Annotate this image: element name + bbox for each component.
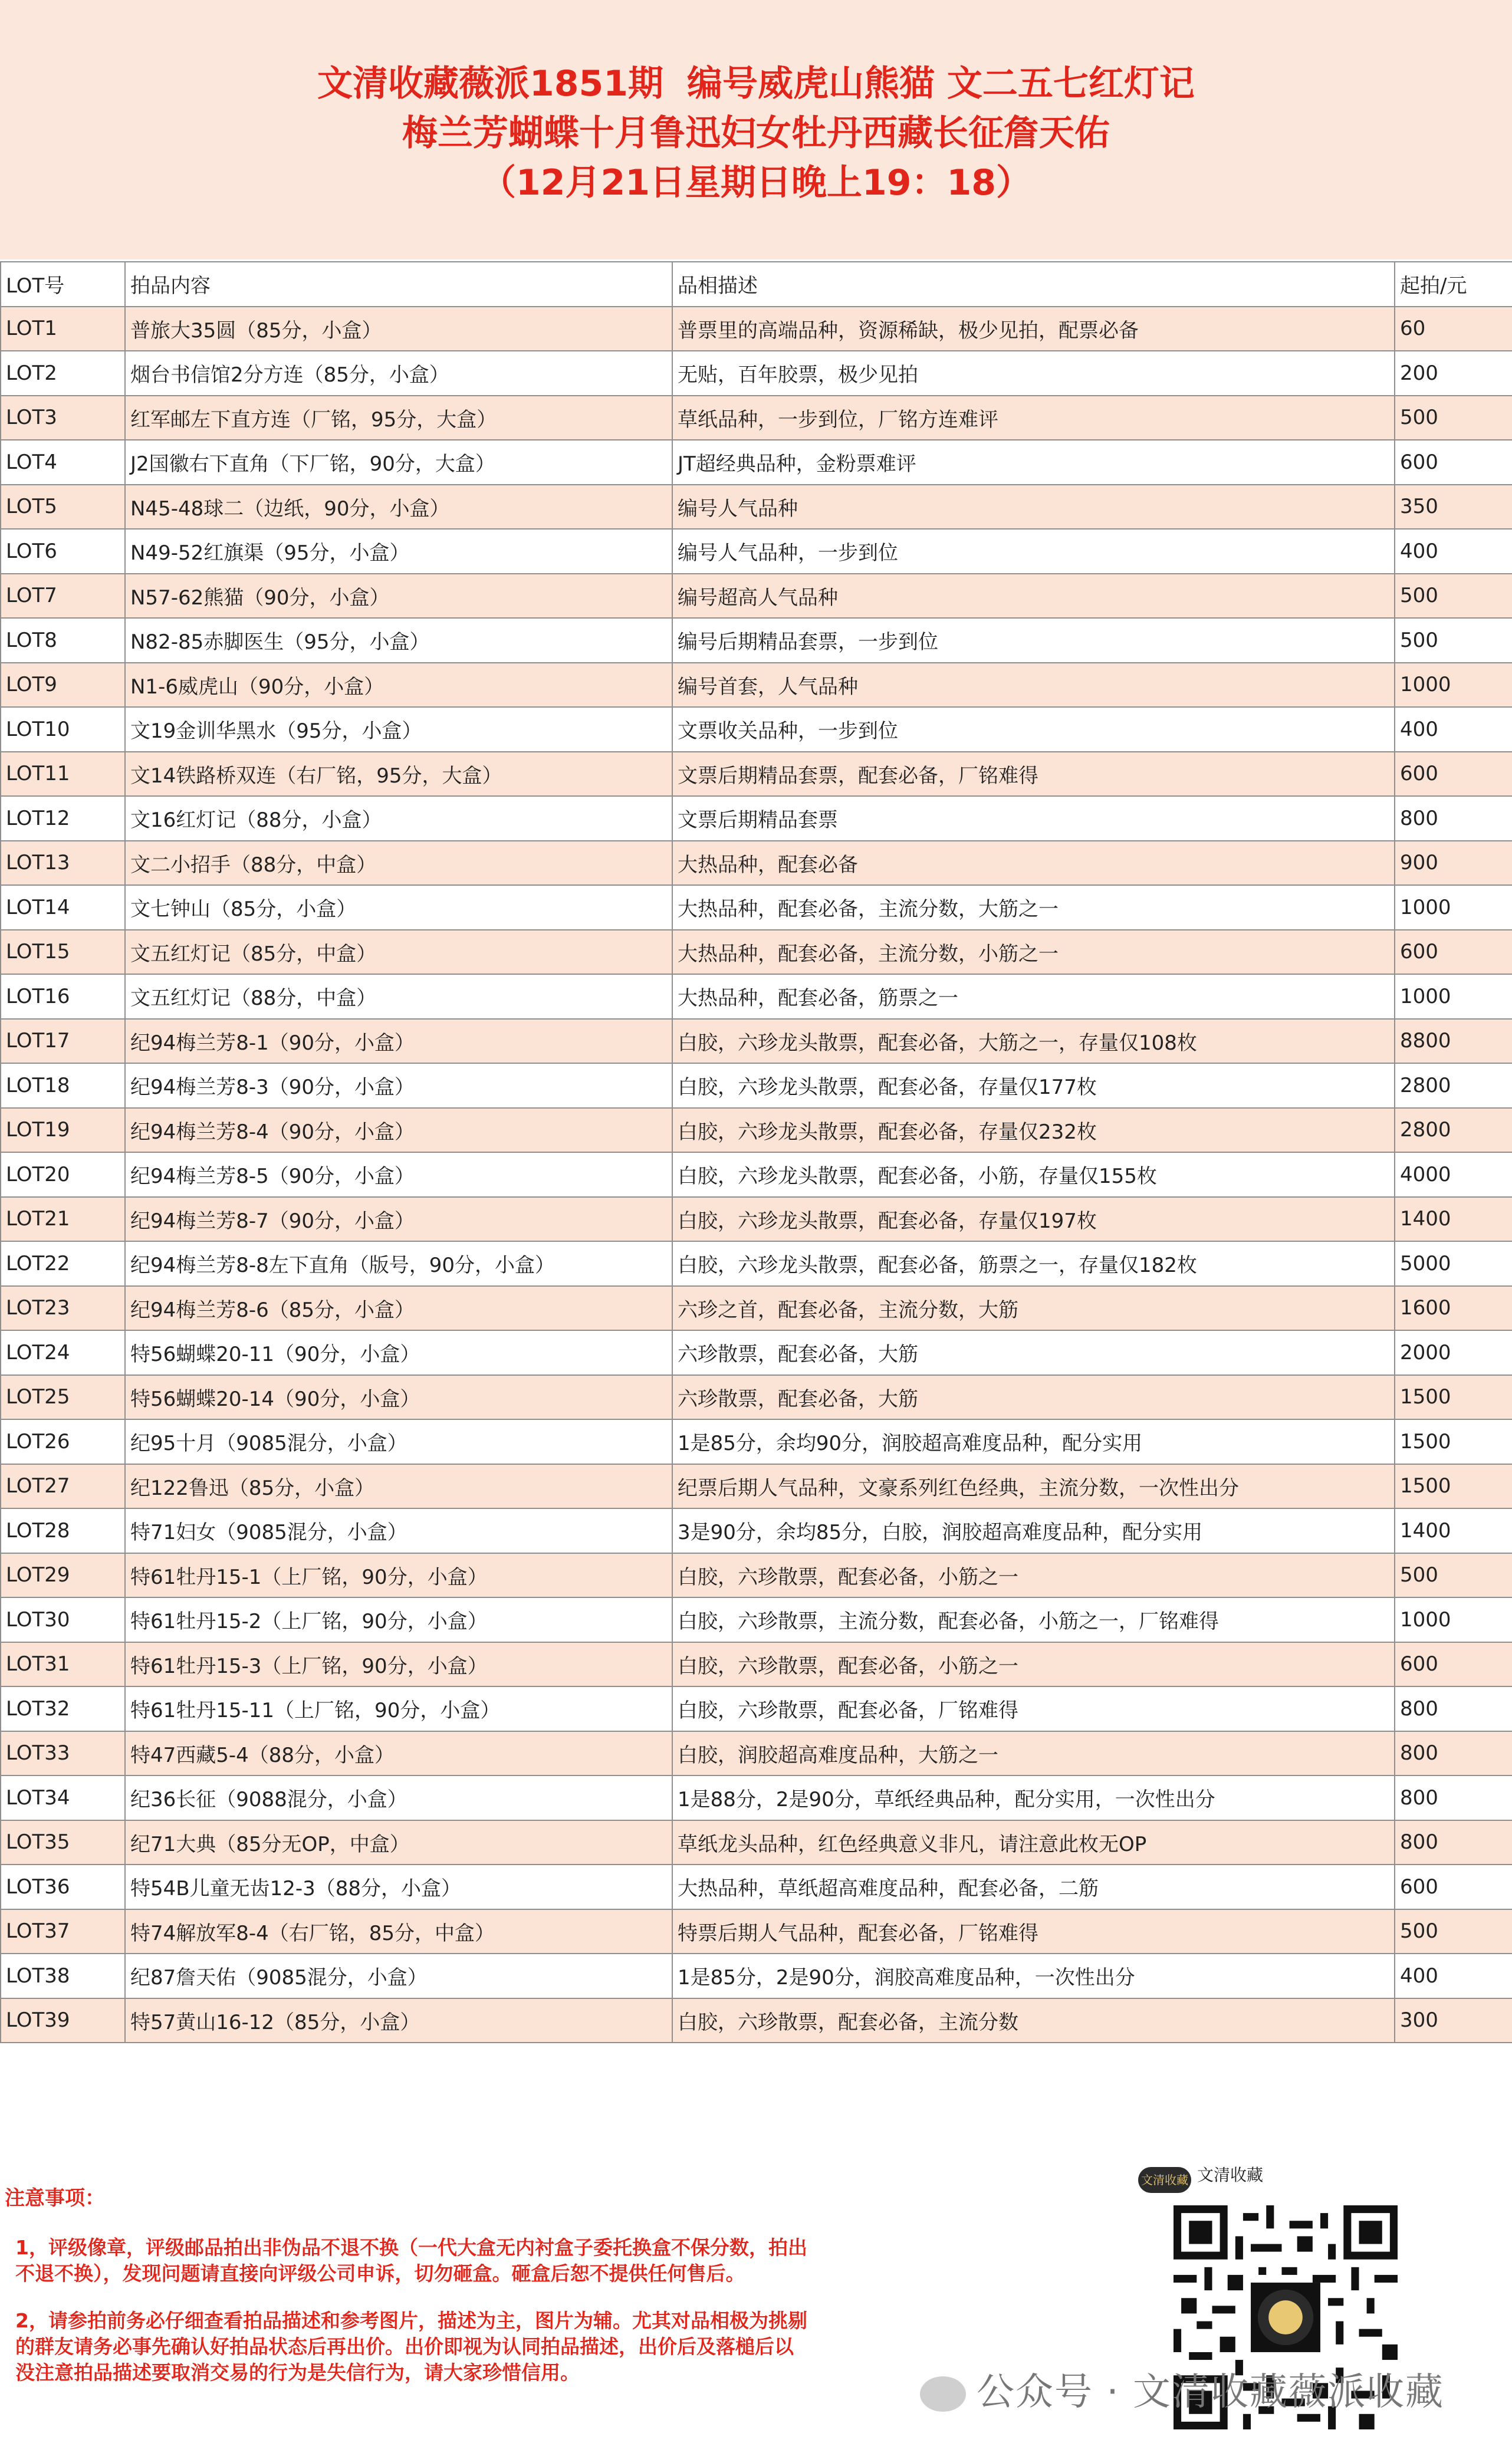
table-row — [1, 1954, 1512, 1998]
lot-number: LOT20 — [1, 1152, 125, 1197]
table-row — [1, 1998, 1512, 2043]
lot-condition: 白胶，六珍散票，配套必备，小筋之一 — [672, 1642, 1395, 1687]
table-row — [1, 796, 1512, 841]
lot-number: LOT14 — [1, 885, 125, 930]
table-row — [1, 974, 1512, 1019]
lot-start-price: 200 — [1395, 351, 1512, 396]
lot-start-price: 1000 — [1395, 1597, 1512, 1642]
table-row — [1, 1152, 1512, 1197]
lot-condition: 草纸品种，一步到位，厂铭方连难评 — [672, 396, 1395, 440]
table-header-row — [1, 262, 1512, 307]
lot-start-price: 400 — [1395, 707, 1512, 752]
lot-content: 纪122鲁迅（85分，小盒） — [125, 1464, 672, 1509]
title-line-2: 梅兰芳蝴蝶十月鲁迅妇女牡丹西藏长征詹天佑 — [402, 113, 1110, 154]
lot-number: LOT13 — [1, 841, 125, 886]
table-row — [1, 663, 1512, 708]
lot-condition: 白胶，六珍龙头散票，配套必备，存量仅197枚 — [672, 1197, 1395, 1242]
qr-brand-name: 文清收藏 — [1197, 2165, 1264, 2185]
lot-condition: 编号首套，人气品种 — [672, 663, 1395, 708]
lot-number: LOT25 — [1, 1375, 125, 1420]
lot-condition: 大热品种，草纸超高难度品种，配套必备，二筋 — [672, 1865, 1395, 1909]
lot-start-price: 300 — [1395, 1998, 1512, 2043]
lot-start-price: 800 — [1395, 1775, 1512, 1820]
lot-condition: 六珍散票，配套必备，大筋 — [672, 1330, 1395, 1375]
lot-condition: 大热品种，配套必备 — [672, 841, 1395, 886]
lot-number: LOT22 — [1, 1241, 125, 1286]
lot-condition: 文票后期精品套票，配套必备，厂铭难得 — [672, 752, 1395, 797]
table-row — [1, 1820, 1512, 1865]
lot-number: LOT16 — [1, 974, 125, 1019]
lot-start-price: 500 — [1395, 396, 1512, 440]
lot-content: 纪94梅兰芳8-6（85分，小盒） — [125, 1286, 672, 1331]
lot-condition: 白胶，六珍散票，配套必备，主流分数 — [672, 1998, 1395, 2043]
lot-content: 特74解放军8-4（右厂铭，85分，中盒） — [125, 1909, 672, 1954]
lot-content: 纪94梅兰芳8-8左下直角（版号，90分，小盒） — [125, 1241, 672, 1286]
lot-content: 纪87詹天佑（9085混分，小盒） — [125, 1954, 672, 1998]
lot-start-price: 600 — [1395, 930, 1512, 975]
note-2-line-2: 的群友请务必事先确认好拍品状态后再出价。出价即视为认同拍品描述，出价后及落槌后以 — [15, 2335, 794, 2358]
lot-start-price: 5000 — [1395, 1241, 1512, 1286]
lot-content: 特61牡丹15-3（上厂铭，90分，小盒） — [125, 1642, 672, 1687]
lot-condition: 纪票后期人气品种，文豪系列红色经典，主流分数，一次性出分 — [672, 1464, 1395, 1509]
lot-start-price: 600 — [1395, 1642, 1512, 1687]
lot-start-price: 900 — [1395, 841, 1512, 886]
lot-condition: 白胶，六珍散票，配套必备，厂铭难得 — [672, 1686, 1395, 1731]
lot-content: 特71妇女（9085混分，小盒） — [125, 1508, 672, 1553]
lot-condition: JT超经典品种，金粉票难评 — [672, 440, 1395, 485]
note-2-line-1: 2，请参拍前务必仔细查看拍品描述和参考图片，描述为主，图片为辅。尤其对品相极为挑剔 — [15, 2309, 807, 2332]
table-row — [1, 440, 1512, 485]
lot-number: LOT4 — [1, 440, 125, 485]
lot-content: 特54B儿童无齿12-3（88分，小盒） — [125, 1865, 672, 1909]
lot-start-price: 2800 — [1395, 1063, 1512, 1108]
lot-condition: 编号人气品种，一步到位 — [672, 529, 1395, 574]
lot-condition: 特票后期人气品种，配套必备，厂铭难得 — [672, 1909, 1395, 1954]
lot-condition: 白胶，六珍龙头散票，配套必备，小筋，存量仅155枚 — [672, 1152, 1395, 1197]
lot-content: 文16红灯记（88分，小盒） — [125, 796, 672, 841]
lot-content: 特61牡丹15-1（上厂铭，90分，小盒） — [125, 1553, 672, 1598]
wechat-watermark — [920, 2362, 1444, 2416]
lot-content: 特61牡丹15-11（上厂铭，90分，小盒） — [125, 1686, 672, 1731]
lot-content: 纪36长征（9088混分，小盒） — [125, 1775, 672, 1820]
note-1-line-2: 不退不换），发现问题请直接向评级公司申诉，切勿砸盒。砸盒后恕不提供任何售后。 — [15, 2262, 745, 2285]
lot-number: LOT28 — [1, 1508, 125, 1553]
lot-start-price: 2800 — [1395, 1108, 1512, 1153]
title-line-3: （12月21日星期日晚上19：18） — [481, 162, 1031, 203]
lot-start-price: 1500 — [1395, 1375, 1512, 1420]
table-row — [1, 1019, 1512, 1064]
table-row — [1, 1241, 1512, 1286]
title-issue: 文清收藏薇派1851期 — [317, 63, 664, 104]
lot-condition: 文票收关品种，一步到位 — [672, 707, 1395, 752]
lot-content: 特47西藏5-4（88分，小盒） — [125, 1731, 672, 1776]
wechat-icon — [920, 2376, 966, 2412]
table-row — [1, 885, 1512, 930]
lot-number: LOT2 — [1, 351, 125, 396]
lot-start-price: 600 — [1395, 1865, 1512, 1909]
lot-condition: 编号后期精品套票，一步到位 — [672, 618, 1395, 663]
table-row — [1, 1508, 1512, 1553]
lot-number: LOT7 — [1, 574, 125, 619]
header — [0, 0, 1512, 259]
lot-start-price: 800 — [1395, 1686, 1512, 1731]
lot-number: LOT23 — [1, 1286, 125, 1331]
lot-content: 纪94梅兰芳8-7（90分，小盒） — [125, 1197, 672, 1242]
table-row — [1, 707, 1512, 752]
lot-content: 特61牡丹15-2（上厂铭，90分，小盒） — [125, 1597, 672, 1642]
table-row — [1, 1775, 1512, 1820]
lot-condition: 无贴，百年胶票，极少见拍 — [672, 351, 1395, 396]
lot-start-price: 1500 — [1395, 1419, 1512, 1464]
lot-start-price: 1000 — [1395, 974, 1512, 1019]
col-header-lot: LOT号 — [1, 262, 125, 307]
lot-start-price: 60 — [1395, 307, 1512, 351]
lot-content: 纪94梅兰芳8-3（90分，小盒） — [125, 1063, 672, 1108]
table-row — [1, 574, 1512, 619]
lot-number: LOT38 — [1, 1954, 125, 1998]
lot-content: 烟台书信馆2分方连（85分，小盒） — [125, 351, 672, 396]
lot-content: N1-6威虎山（90分，小盒） — [125, 663, 672, 708]
lot-number: LOT34 — [1, 1775, 125, 1820]
table-row — [1, 841, 1512, 886]
lot-start-price: 1000 — [1395, 885, 1512, 930]
lot-content: 特56蝴蝶20-11（90分，小盒） — [125, 1330, 672, 1375]
lot-content: 纪95十月（9085混分，小盒） — [125, 1419, 672, 1464]
lot-condition: 编号超高人气品种 — [672, 574, 1395, 619]
lot-number: LOT35 — [1, 1820, 125, 1865]
lot-number: LOT33 — [1, 1731, 125, 1776]
table-row — [1, 1063, 1512, 1108]
lot-content: N82-85赤脚医生（95分，小盒） — [125, 618, 672, 663]
table-row — [1, 1197, 1512, 1242]
lot-table — [0, 261, 1512, 2043]
table-row — [1, 1330, 1512, 1375]
note-2-line-3: 没注意拍品描述要取消交易的行为是失信行为，请大家珍惜信用。 — [15, 2361, 580, 2384]
table-row — [1, 1865, 1512, 1909]
lot-start-price: 600 — [1395, 752, 1512, 797]
lot-number: LOT29 — [1, 1553, 125, 1598]
lot-number: LOT6 — [1, 529, 125, 574]
brand-logo: 文清收藏 — [1138, 2167, 1191, 2193]
lot-number: LOT11 — [1, 752, 125, 797]
lot-content: N49-52红旗渠（95分，小盒） — [125, 529, 672, 574]
lot-condition: 1是85分，余均90分，润胶超高难度品种，配分实用 — [672, 1419, 1395, 1464]
lot-start-price: 2000 — [1395, 1330, 1512, 1375]
lot-start-price: 400 — [1395, 529, 1512, 574]
lot-condition: 草纸龙头品种，红色经典意义非凡，请注意此枚无OP — [672, 1820, 1395, 1865]
lot-number: LOT24 — [1, 1330, 125, 1375]
lot-condition: 六珍散票，配套必备，大筋 — [672, 1375, 1395, 1420]
lot-start-price: 1500 — [1395, 1464, 1512, 1509]
lot-start-price: 800 — [1395, 1820, 1512, 1865]
lot-number: LOT5 — [1, 485, 125, 530]
lot-condition: 白胶，六珍龙头散票，配套必备，存量仅177枚 — [672, 1063, 1395, 1108]
lot-number: LOT36 — [1, 1865, 125, 1909]
lot-number: LOT39 — [1, 1998, 125, 2043]
table-row — [1, 351, 1512, 396]
lot-condition: 大热品种，配套必备，主流分数，小筋之一 — [672, 930, 1395, 975]
lot-number: LOT17 — [1, 1019, 125, 1064]
lot-start-price: 8800 — [1395, 1019, 1512, 1064]
table-row — [1, 1375, 1512, 1420]
lot-number: LOT27 — [1, 1464, 125, 1509]
lot-number: LOT21 — [1, 1197, 125, 1242]
lot-number: LOT19 — [1, 1108, 125, 1153]
lot-number: LOT15 — [1, 930, 125, 975]
lot-start-price: 1400 — [1395, 1197, 1512, 1242]
lot-content: 普旅大35圆（85分，小盒） — [125, 307, 672, 351]
lot-number: LOT12 — [1, 796, 125, 841]
table-row — [1, 1553, 1512, 1598]
lot-start-price: 400 — [1395, 1954, 1512, 1998]
lot-start-price: 500 — [1395, 1553, 1512, 1598]
lot-content: 文五红灯记（88分，中盒） — [125, 974, 672, 1019]
table-row — [1, 1909, 1512, 1954]
lot-condition: 白胶，六珍龙头散票，配套必备，存量仅232枚 — [672, 1108, 1395, 1153]
lot-content: 文14铁路桥双连（右厂铭，95分，大盒） — [125, 752, 672, 797]
lot-number: LOT18 — [1, 1063, 125, 1108]
lot-start-price: 800 — [1395, 1731, 1512, 1776]
lot-condition: 1是85分，2是90分，润胶高难度品种，一次性出分 — [672, 1954, 1395, 1998]
lot-condition: 白胶，六珍龙头散票，配套必备，筋票之一，存量仅182枚 — [672, 1241, 1395, 1286]
table-row — [1, 1286, 1512, 1331]
table-row — [1, 618, 1512, 663]
lot-number: LOT1 — [1, 307, 125, 351]
lot-start-price: 800 — [1395, 796, 1512, 841]
lot-number: LOT3 — [1, 396, 125, 440]
lot-content: 纪94梅兰芳8-1（90分，小盒） — [125, 1019, 672, 1064]
lot-condition: 六珍之首，配套必备，主流分数，大筋 — [672, 1286, 1395, 1331]
col-header-condition: 品相描述 — [672, 262, 1395, 307]
lot-number: LOT32 — [1, 1686, 125, 1731]
lot-number: LOT10 — [1, 707, 125, 752]
lot-content: 红军邮左下直方连（厂铭，95分，大盒） — [125, 396, 672, 440]
lot-content: N57-62熊猫（90分，小盒） — [125, 574, 672, 619]
col-header-content: 拍品内容 — [125, 262, 672, 307]
lot-content: 纪94梅兰芳8-5（90分，小盒） — [125, 1152, 672, 1197]
table-row — [1, 485, 1512, 530]
lot-start-price: 4000 — [1395, 1152, 1512, 1197]
lot-condition: 大热品种，配套必备，主流分数，大筋之一 — [672, 885, 1395, 930]
lot-condition: 1是88分，2是90分，草纸经典品种，配分实用，一次性出分 — [672, 1775, 1395, 1820]
title-items-1: 编号威虎山熊猫 文二五七红灯记 — [687, 63, 1195, 104]
lot-start-price: 1000 — [1395, 663, 1512, 708]
table-row — [1, 1642, 1512, 1687]
table-row — [1, 1597, 1512, 1642]
lot-number: LOT37 — [1, 1909, 125, 1954]
lot-start-price: 500 — [1395, 1909, 1512, 1954]
lot-content: 纪71大典（85分无OP，中盒） — [125, 1820, 672, 1865]
lot-number: LOT8 — [1, 618, 125, 663]
table-row — [1, 1108, 1512, 1153]
lot-content: 文二小招手（88分，中盒） — [125, 841, 672, 886]
lot-content: 文19金训华黑水（95分，小盒） — [125, 707, 672, 752]
lot-content: 特57黄山16-12（85分，小盒） — [125, 1998, 672, 2043]
lot-number: LOT31 — [1, 1642, 125, 1687]
lot-content: 纪94梅兰芳8-4（90分，小盒） — [125, 1108, 672, 1153]
lot-condition: 白胶，六珍龙头散票，配套必备，大筋之一，存量仅108枚 — [672, 1019, 1395, 1064]
watermark-text: 公众号 · 文清收藏薇派收藏 — [977, 2370, 1445, 2414]
table-row — [1, 307, 1512, 351]
lot-start-price: 500 — [1395, 574, 1512, 619]
lot-number: LOT30 — [1, 1597, 125, 1642]
table-row — [1, 930, 1512, 975]
lot-content: J2国徽右下直角（下厂铭，90分，大盒） — [125, 440, 672, 485]
table-row — [1, 1419, 1512, 1464]
table-row — [1, 1464, 1512, 1509]
table-row — [1, 529, 1512, 574]
table-row — [1, 752, 1512, 797]
lot-condition: 白胶，六珍散票，配套必备，小筋之一 — [672, 1553, 1395, 1598]
table-row — [1, 396, 1512, 440]
lot-condition: 白胶，六珍散票，主流分数，配套必备，小筋之一，厂铭难得 — [672, 1597, 1395, 1642]
lot-condition: 3是90分，余均85分，白胶，润胶超高难度品种，配分实用 — [672, 1508, 1395, 1553]
lot-condition: 白胶，润胶超高难度品种，大筋之一 — [672, 1731, 1395, 1776]
lot-condition: 大热品种，配套必备，筋票之一 — [672, 974, 1395, 1019]
lot-start-price: 500 — [1395, 618, 1512, 663]
lot-content: N45-48球二（边纸，90分，小盒） — [125, 485, 672, 530]
lot-condition: 普票里的高端品种，资源稀缺，极少见拍，配票必备 — [672, 307, 1395, 351]
lot-number: LOT9 — [1, 663, 125, 708]
lot-condition: 编号人气品种 — [672, 485, 1395, 530]
notes-title: 注意事项： — [5, 2186, 105, 2210]
lot-start-price: 600 — [1395, 440, 1512, 485]
title-line-1 — [0, 59, 1512, 108]
lot-start-price: 350 — [1395, 485, 1512, 530]
lot-content: 文五红灯记（85分，中盒） — [125, 930, 672, 975]
table-row — [1, 1731, 1512, 1776]
table-row — [1, 1686, 1512, 1731]
lot-start-price: 1400 — [1395, 1508, 1512, 1553]
lot-number: LOT26 — [1, 1419, 125, 1464]
lot-content: 文七钟山（85分，小盒） — [125, 885, 672, 930]
lot-start-price: 1600 — [1395, 1286, 1512, 1331]
lot-content: 特56蝴蝶20-14（90分，小盒） — [125, 1375, 672, 1420]
lot-condition: 文票后期精品套票 — [672, 796, 1395, 841]
col-header-start-price: 起拍/元 — [1395, 262, 1512, 307]
note-1-line-1: 1，评级像章，评级邮品拍出非伪品不退不换（一代大盒无内衬盒子委托换盒不保分数，拍出 — [15, 2236, 807, 2259]
